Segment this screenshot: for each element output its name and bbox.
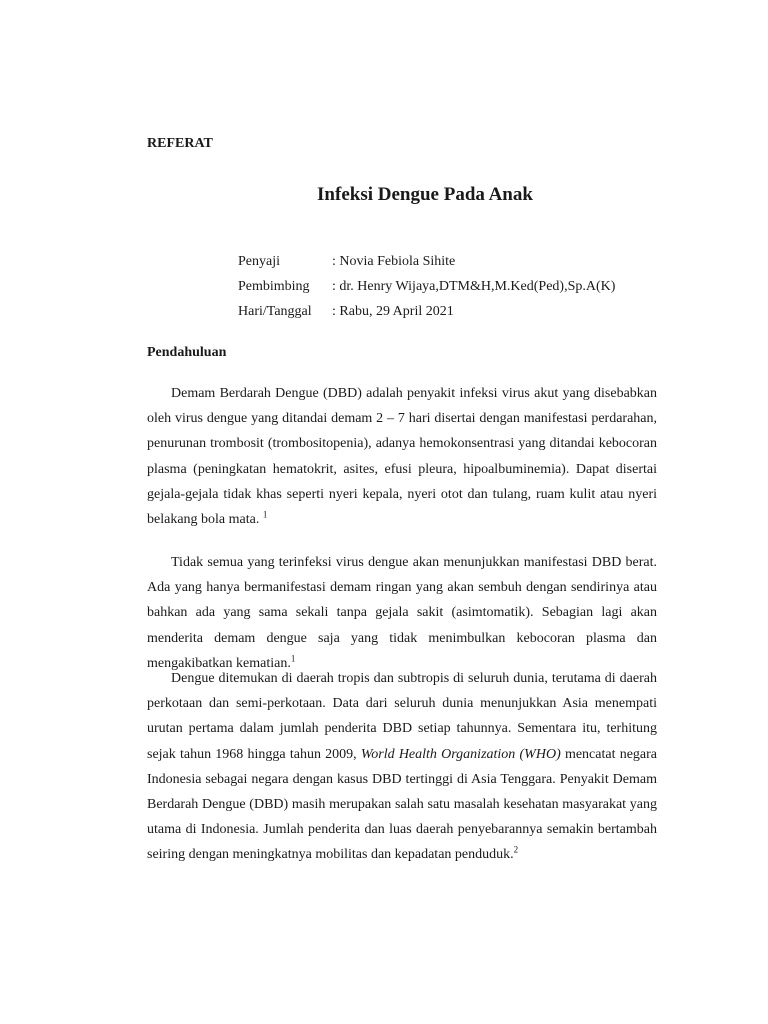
citation-ref: 2 xyxy=(513,844,519,855)
paragraph-text: mencatat negara Indonesia sebagai negara dengan kasus DBD tertinggi di Asia Tenggara. Penyakit Demam Berdarah Dengue (DBD) masih merupakan salah satu masalah kesehatan masyarakat yang utama di Indonesia. Jumlah penderita dan luas daerah penyebarannya semakin bertambah seiring dengan meningkatnya mobilitas dan kepadatan penduduk. xyxy=(147,746,657,863)
meta-value: : dr. Henry Wijaya,DTM&H,M.Ked(Ped),Sp.A(K) xyxy=(332,279,616,294)
paragraph xyxy=(147,381,657,532)
paragraph-text: Dengue ditemukan di daerah tropis dan subtropis di seluruh dunia, terutama di daerah perkotaan dan semi-perkotaan. Data dari seluruh dunia menunjukkan Asia menempati urutan pertama dalam jumlah penderita DBD setiap tahunnya. Sementara itu, terhitung sejak tahun 1968 hingga tahun 2009, xyxy=(147,671,657,762)
paragraph xyxy=(147,666,657,868)
meta-row-supervisor xyxy=(238,274,615,299)
paragraph-text: Demam Berdarah Dengue (DBD) adalah penyakit infeksi virus akut yang disebabkan oleh virus dengue yang ditandai demam 2 – 7 hari disertai dengan manifestasi perdarahan, penurunan trombosit (trombositopenia), adanya hemokonsentrasi yang ditandai kebocoran plasma (peningkatan hematokrit, asites, efusi pleura, hipoalbuminemia). Dapat disertai gejala-gejala tidak khas seperti nyeri kepala, nyeri otot dan tulang, ruam kulit atau nyeri belakang bola mata. xyxy=(147,386,657,528)
paragraph-text: Tidak semua yang terinfeksi virus dengue akan menunjukkan manifestasi DBD berat. Ada yang hanya bermanifestasi demam ringan yang akan sembuh dengan sendirinya atau bahkan ada yang sama sekali tanpa gejala sakit (asimtomatik). Sebagian lagi akan menderita demam dengue saja yang tidak menimbulkan kebocoran plasma dan mengakibatkan kematian. xyxy=(147,555,657,671)
meta-key: Pembimbing xyxy=(238,279,310,294)
document-label: REFERAT xyxy=(147,136,213,151)
paragraph xyxy=(147,550,657,676)
meta-row-date xyxy=(238,299,615,324)
meta-value: : Rabu, 29 April 2021 xyxy=(332,304,454,319)
citation-ref: 1 xyxy=(290,653,296,664)
citation-ref: 1 xyxy=(262,509,268,520)
meta-row-presenter xyxy=(238,249,615,274)
paragraph-italic-text: World Health Organization (WHO) xyxy=(360,746,561,762)
meta-key: Hari/Tanggal xyxy=(238,304,312,319)
section-heading: Pendahuluan xyxy=(147,345,227,360)
meta-value: : Novia Febiola Sihite xyxy=(332,254,456,269)
document-title: Infeksi Dengue Pada Anak xyxy=(317,184,533,205)
document-meta xyxy=(238,249,615,324)
meta-key: Penyaji xyxy=(238,254,280,269)
